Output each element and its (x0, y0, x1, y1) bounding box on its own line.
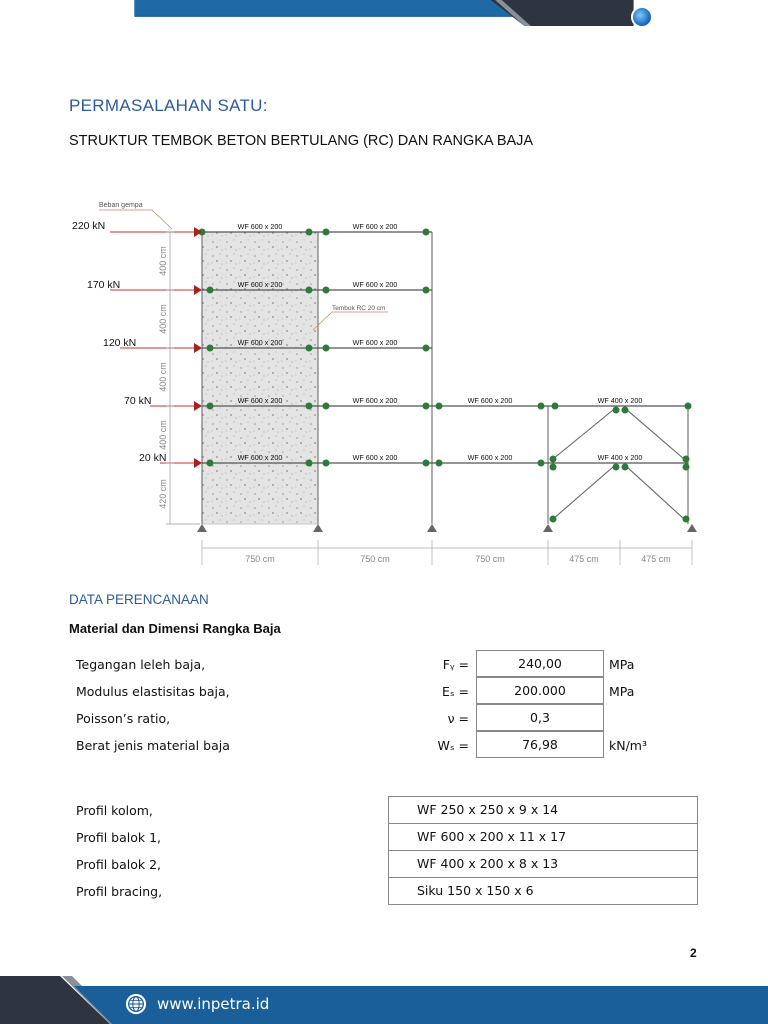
node (538, 403, 545, 410)
node (685, 403, 692, 410)
support (427, 524, 437, 532)
beam-label: WF 600 x 200 (237, 396, 283, 405)
node (306, 287, 313, 294)
load-label: 170 kN (87, 279, 121, 291)
property-symbol: Fᵧ = (442, 657, 469, 672)
load-label: 120 kN (103, 337, 137, 349)
node (552, 403, 559, 410)
property-row (76, 704, 716, 731)
load-annotation: Beban gempa (99, 202, 143, 209)
load-label: 70 kN (124, 395, 152, 407)
property-row (76, 677, 716, 704)
bracing (627, 467, 684, 519)
property-unit: MPa (609, 657, 635, 672)
support (543, 524, 553, 532)
page-number: 2 (690, 946, 697, 960)
beam-label: WF 600 x 200 (237, 222, 283, 231)
load-arrow (194, 401, 202, 411)
material-title: Material dan Dimensi Rangka Baja (69, 621, 281, 636)
support (197, 524, 207, 532)
wall-annotation: Tembok RC 20 cm (332, 305, 386, 312)
rc-wall (202, 232, 318, 524)
beam-label: WF 400 x 200 (597, 396, 643, 405)
node (622, 407, 629, 414)
support (687, 524, 697, 532)
profile-row (76, 796, 698, 824)
inpetra-logo-icon (631, 6, 653, 28)
property-symbol: Eₛ = (441, 684, 469, 699)
footer-url-text[interactable]: www.inpetra.id (157, 995, 270, 1013)
footer-link[interactable] (125, 993, 269, 1015)
profile-row (76, 850, 698, 878)
property-label: Berat jenis material baja (76, 738, 230, 753)
profile-row (76, 877, 698, 905)
node (323, 403, 330, 410)
property-row (76, 731, 716, 758)
height-label: 420 cm (158, 479, 168, 509)
node (683, 516, 690, 523)
height-label: 400 cm (158, 246, 168, 276)
node (613, 464, 620, 471)
property-value: 0,3 (476, 704, 604, 731)
profile-value: Siku 150 x 150 x 6 (388, 877, 698, 905)
node (436, 403, 443, 410)
load-arrow (194, 458, 202, 468)
beam-label: WF 600 x 200 (237, 338, 283, 347)
beam-label: WF 600 x 200 (352, 338, 398, 347)
node (538, 460, 545, 467)
property-label: Tegangan leleh baja, (76, 657, 206, 672)
node (423, 403, 430, 410)
property-unit: MPa (609, 684, 635, 699)
node (550, 456, 557, 463)
node (613, 407, 620, 414)
property-unit: kN/m³ (609, 738, 647, 753)
brand-name: INPETRA ID (659, 9, 754, 25)
node (550, 516, 557, 523)
beam-label: WF 600 x 200 (237, 453, 283, 462)
node (323, 460, 330, 467)
page-subtitle: STRUKTUR TEMBOK BETON BERTULANG (RC) DAN RANGKA BAJA (69, 133, 534, 149)
beam-label: WF 600 x 200 (467, 396, 513, 405)
brand[interactable] (631, 6, 754, 28)
data-section-title: DATA PERENCANAAN (69, 592, 209, 607)
node (423, 460, 430, 467)
node (207, 345, 214, 352)
profile-label: Profil balok 1, (76, 830, 162, 845)
support (313, 524, 323, 532)
node (306, 403, 313, 410)
bracing (627, 410, 684, 459)
page-title: PERMASALAHAN SATU: (69, 96, 268, 115)
height-label: 400 cm (158, 420, 168, 450)
profile-label: Profil bracing, (76, 884, 163, 899)
span-label: 750 cm (360, 554, 390, 564)
load-arrow (194, 285, 202, 295)
node (323, 287, 330, 294)
span-label: 475 cm (569, 554, 599, 564)
footer-band (0, 976, 768, 1024)
property-value: 200.000 (476, 677, 604, 704)
load-arrow (194, 343, 202, 353)
structure-diagram (60, 192, 710, 572)
node (207, 460, 214, 467)
node (423, 229, 430, 236)
node (436, 460, 443, 467)
property-value: 240,00 (476, 650, 604, 677)
profile-row (76, 823, 698, 851)
span-label: 750 cm (475, 554, 505, 564)
property-row (76, 650, 716, 677)
property-label: Poisson’s ratio, (76, 711, 171, 726)
node (306, 460, 313, 467)
property-symbol: Wₛ = (437, 738, 469, 753)
height-label: 400 cm (158, 304, 168, 334)
bracing (553, 410, 613, 459)
profile-value: WF 400 x 200 x 8 x 13 (388, 850, 698, 878)
node (622, 464, 629, 471)
property-symbol: ν = (447, 711, 469, 726)
span-label: 475 cm (641, 554, 671, 564)
beam-label: WF 400 x 200 (597, 453, 643, 462)
beam-label: WF 600 x 200 (352, 396, 398, 405)
property-label: Modulus elastisitas baja, (76, 684, 230, 699)
property-value: 76,98 (476, 731, 604, 758)
node (207, 287, 214, 294)
node (207, 403, 214, 410)
load-arrow (194, 227, 202, 237)
profile-value: WF 250 x 250 x 9 x 14 (388, 796, 698, 824)
height-label: 400 cm (158, 362, 168, 392)
beam-label: WF 600 x 200 (467, 453, 513, 462)
node (423, 287, 430, 294)
node (683, 464, 690, 471)
beam-label: WF 600 x 200 (352, 280, 398, 289)
beam-label: WF 600 x 200 (352, 453, 398, 462)
beam-label: WF 600 x 200 (352, 222, 398, 231)
node (323, 345, 330, 352)
node (683, 456, 690, 463)
bracing (553, 467, 613, 519)
load-label: 220 kN (72, 220, 106, 232)
profile-label: Profil balok 2, (76, 857, 162, 872)
span-label: 750 cm (245, 554, 275, 564)
node (306, 345, 313, 352)
profile-value: WF 600 x 200 x 11 x 17 (388, 823, 698, 851)
node (306, 229, 313, 236)
node (550, 464, 557, 471)
load-label: 20 kN (139, 452, 167, 464)
node (323, 229, 330, 236)
globe-icon (125, 993, 147, 1015)
node (423, 345, 430, 352)
beam-label: WF 600 x 200 (237, 280, 283, 289)
profile-label: Profil kolom, (76, 803, 153, 818)
